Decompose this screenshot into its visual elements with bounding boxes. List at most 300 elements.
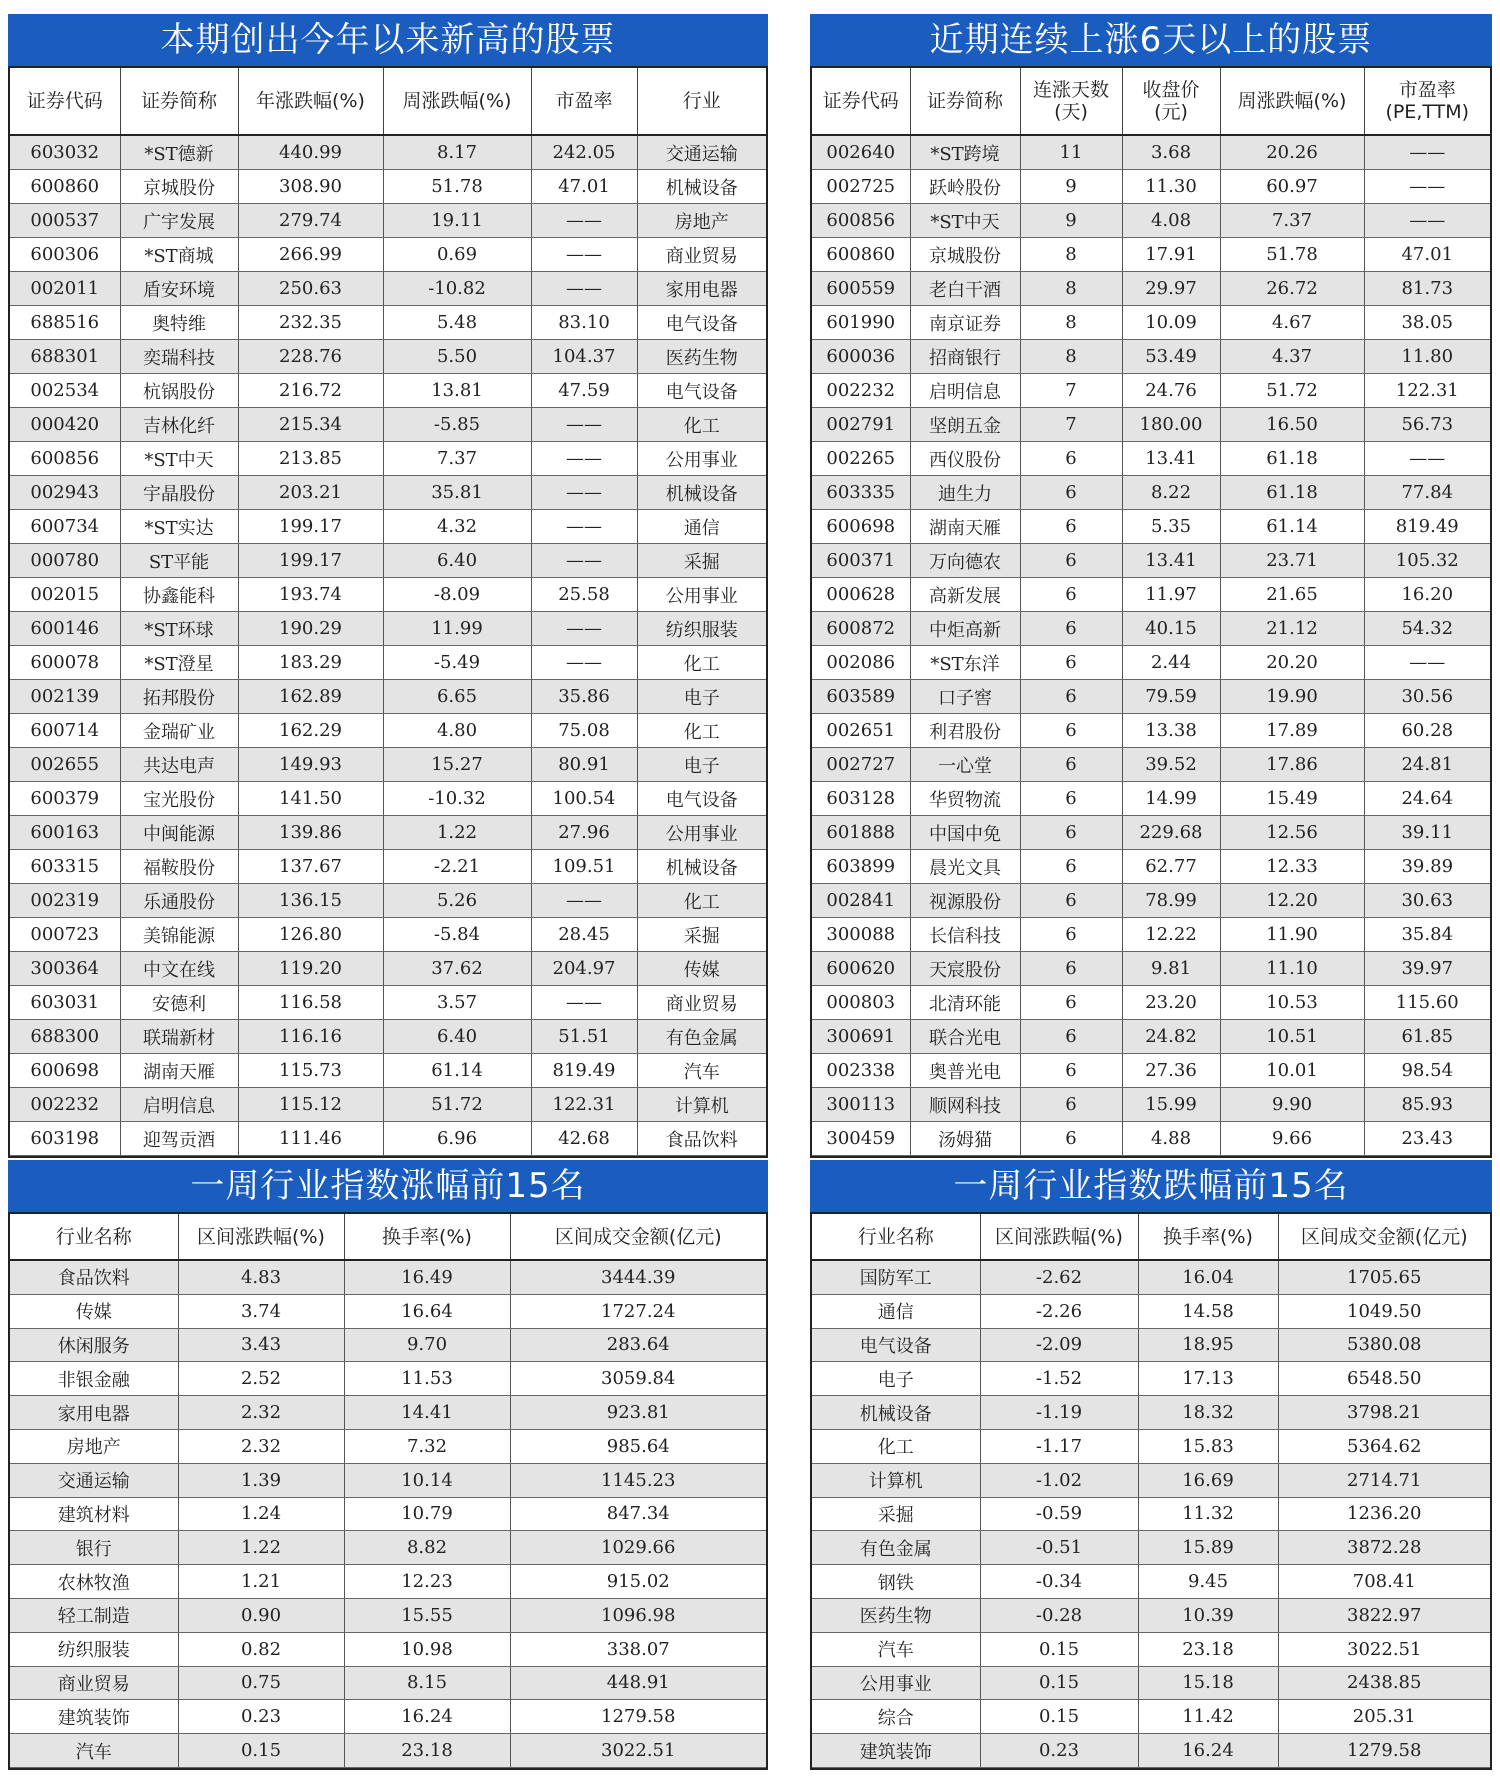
table-cell: 603198 [10,1122,120,1156]
table-cell: 电气设备 [637,782,766,816]
table-cell: —— [531,238,637,272]
table-cell: 8 [1020,306,1122,340]
table-row [812,1598,1490,1632]
table-cell: 20.20 [1220,646,1364,680]
sector-loss-table [812,1212,1490,1768]
table-cell: 149.93 [238,748,383,782]
table-cell: 19.11 [383,204,531,238]
table-cell: 通信 [812,1294,980,1328]
table-cell: —— [531,884,637,918]
table-cell: 122.31 [1364,374,1490,408]
table-cell: 600379 [10,782,120,816]
table-cell: 600734 [10,510,120,544]
table-row [10,1362,766,1396]
table-row [812,1088,1490,1122]
table-cell: 1279.58 [1278,1734,1490,1768]
table-cell: 47.01 [1364,238,1490,272]
table-cell: 002232 [10,1088,120,1122]
table-cell: 600872 [812,612,910,646]
table-cell: 16.50 [1220,408,1364,442]
sector-gain-body [10,1260,766,1767]
table-cell: 医药生物 [637,340,766,374]
table-cell: 30.56 [1364,680,1490,714]
table-cell: 农林牧渔 [10,1565,178,1599]
table-cell: -5.85 [383,408,531,442]
table-cell: 21.65 [1220,578,1364,612]
table-cell: *ST环球 [120,612,238,646]
table-cell: 2.32 [178,1396,344,1430]
table-row [10,1294,766,1328]
table-cell: 60.97 [1220,170,1364,204]
table-cell: 109.51 [531,850,637,884]
table-cell: 199.17 [238,544,383,578]
table-cell: 27.96 [531,816,637,850]
table-cell: -2.26 [980,1294,1138,1328]
table-cell: 17.89 [1220,714,1364,748]
table-cell: 14.99 [1122,782,1220,816]
table-cell: 8 [1020,238,1122,272]
table-cell: 6 [1020,1122,1122,1156]
table-cell: 吉林化纤 [120,408,238,442]
table-cell: 39.89 [1364,850,1490,884]
table-cell: 8.82 [344,1531,510,1565]
table-cell: 26.72 [1220,272,1364,306]
table-row [10,1598,766,1632]
table-cell: 16.24 [344,1700,510,1734]
table-cell: 利君股份 [910,714,1020,748]
table-row [812,850,1490,884]
table-cell: 机械设备 [637,850,766,884]
table-cell: 242.05 [531,135,637,170]
table-cell: 915.02 [510,1565,766,1599]
table-cell: 采掘 [637,544,766,578]
table-cell: 42.68 [531,1122,637,1156]
table-cell: 39.11 [1364,816,1490,850]
table-cell: 39.52 [1122,748,1220,782]
table-cell: 600860 [812,238,910,272]
table-cell: 6 [1020,578,1122,612]
table-cell: 115.12 [238,1088,383,1122]
table-cell: 6 [1020,782,1122,816]
table-cell: 15.99 [1122,1088,1220,1122]
table-cell: 化工 [637,408,766,442]
table-cell: 229.68 [1122,816,1220,850]
table-cell: 37.62 [383,952,531,986]
table-cell: 4.67 [1220,306,1364,340]
table-cell: 47.01 [531,170,637,204]
table-cell: 3798.21 [1278,1396,1490,1430]
table-row [10,646,766,680]
table-cell: 非银金融 [10,1362,178,1396]
table-cell: 跃岭股份 [910,170,1020,204]
table-cell: 300088 [812,918,910,952]
table-cell: 16.20 [1364,578,1490,612]
table-cell: 11.99 [383,612,531,646]
table-row [10,306,766,340]
table-cell: —— [531,986,637,1020]
table-row [812,1054,1490,1088]
table-cell: 建筑材料 [10,1497,178,1531]
table-cell: 77.84 [1364,476,1490,510]
table-cell: 24.64 [1364,782,1490,816]
table-cell: 6 [1020,1088,1122,1122]
table-cell: 35.81 [383,476,531,510]
table-cell: 14.41 [344,1396,510,1430]
table-row [812,238,1490,272]
table-cell: 688301 [10,340,120,374]
table-row [812,1632,1490,1666]
table-cell: 4.37 [1220,340,1364,374]
table-header-row [10,1213,766,1260]
table-cell: 300364 [10,952,120,986]
table-cell: 56.73 [1364,408,1490,442]
table-cell: 公用事业 [637,442,766,476]
table-cell: 电子 [637,680,766,714]
table-cell: 002727 [812,748,910,782]
table-cell: 西仪股份 [910,442,1020,476]
table-row [812,1396,1490,1430]
table-cell: -0.28 [980,1598,1138,1632]
table-row [10,442,766,476]
table-row [10,1463,766,1497]
table-cell: 机械设备 [637,170,766,204]
table-cell: -10.32 [383,782,531,816]
table-row [10,1497,766,1531]
table-cell: 216.72 [238,374,383,408]
table-cell: -2.21 [383,850,531,884]
table-row [812,340,1490,374]
table-cell: 6.65 [383,680,531,714]
table-cell: 汤姆猫 [910,1122,1020,1156]
table-cell: 180.00 [1122,408,1220,442]
table-cell: 15.18 [1138,1666,1278,1700]
table-cell: 603335 [812,476,910,510]
table-cell: 14.58 [1138,1294,1278,1328]
table-cell: -2.62 [980,1260,1138,1294]
table-cell: 中国中免 [910,816,1020,850]
table-cell: 0.69 [383,238,531,272]
table-cell: 002011 [10,272,120,306]
table-cell: 京城股份 [120,170,238,204]
table-cell: 12.56 [1220,816,1364,850]
table-cell: 6 [1020,544,1122,578]
table-cell: 10.14 [344,1463,510,1497]
table-cell: 6 [1020,1020,1122,1054]
table-cell: 2.52 [178,1362,344,1396]
table-cell: 迎驾贡酒 [120,1122,238,1156]
new-high-body [10,135,766,1156]
consecutive-rise-panel [810,14,1492,1158]
table-cell: 183.29 [238,646,383,680]
table-cell: 60.28 [1364,714,1490,748]
table-cell: 乐通股份 [120,884,238,918]
table-row [812,272,1490,306]
table-cell: 老白干酒 [910,272,1020,306]
table-cell: 122.31 [531,1088,637,1122]
table-cell: 126.80 [238,918,383,952]
table-cell: 51.51 [531,1020,637,1054]
table-cell: 600856 [812,204,910,238]
table-cell: 61.18 [1220,442,1364,476]
table-cell: 宝光股份 [120,782,238,816]
table-row [812,1122,1490,1156]
table-cell: 13.38 [1122,714,1220,748]
table-cell: 南京证券 [910,306,1020,340]
table-cell: 300113 [812,1088,910,1122]
table-row [812,1666,1490,1700]
table-cell: 85.93 [1364,1088,1490,1122]
table-cell: 10.79 [344,1497,510,1531]
sector-loss-panel [810,1160,1492,1770]
table-cell: 1.22 [383,816,531,850]
table-cell: 公用事业 [812,1666,980,1700]
table-cell: 1705.65 [1278,1260,1490,1294]
table-cell: —— [531,408,637,442]
table-row [812,952,1490,986]
table-cell: 002640 [812,135,910,170]
table-cell: 拓邦股份 [120,680,238,714]
table-cell: 0.82 [178,1632,344,1666]
table-cell: 002651 [812,714,910,748]
table-cell: 7.32 [344,1429,510,1463]
table-cell: 6 [1020,612,1122,646]
table-cell: 电气设备 [812,1328,980,1362]
table-cell: 1.39 [178,1463,344,1497]
table-cell: 2438.85 [1278,1666,1490,1700]
table-cell: 002319 [10,884,120,918]
table-row [10,782,766,816]
table-cell: *ST中天 [910,204,1020,238]
table-cell: 601888 [812,816,910,850]
table-cell: 口子窖 [910,680,1020,714]
table-cell: 5.26 [383,884,531,918]
table-cell: 47.59 [531,374,637,408]
column-header: 证券代码 [10,67,120,135]
table-cell: 华贸物流 [910,782,1020,816]
table-cell: 232.35 [238,306,383,340]
table-cell: 化工 [637,646,766,680]
table-row [812,680,1490,714]
table-row [10,135,766,170]
table-cell: 10.09 [1122,306,1220,340]
table-cell: 4.88 [1122,1122,1220,1156]
table-cell: 11.90 [1220,918,1364,952]
table-cell: 0.23 [980,1734,1138,1768]
table-row [812,510,1490,544]
table-cell: 116.16 [238,1020,383,1054]
table-cell: 228.76 [238,340,383,374]
table-cell: 高新发展 [910,578,1020,612]
table-cell: 中炬高新 [910,612,1020,646]
table-cell: 采掘 [812,1497,980,1531]
table-row [10,1565,766,1599]
table-cell: —— [531,476,637,510]
table-cell: 一心堂 [910,748,1020,782]
table-cell: 5.50 [383,340,531,374]
table-row [812,135,1490,170]
table-row [10,204,766,238]
table-cell: 119.20 [238,952,383,986]
table-cell: 万向德农 [910,544,1020,578]
table-cell: 9.70 [344,1328,510,1362]
table-row [10,884,766,918]
table-cell: 16.04 [1138,1260,1278,1294]
table-cell: 51.72 [1220,374,1364,408]
table-cell: -1.19 [980,1396,1138,1430]
table-row [812,1328,1490,1362]
table-cell: 35.86 [531,680,637,714]
table-row [10,1260,766,1294]
table-cell: 0.90 [178,1598,344,1632]
table-cell: 6548.50 [1278,1362,1490,1396]
table-row [10,374,766,408]
table-cell: 奕瑞科技 [120,340,238,374]
table-cell: 002655 [10,748,120,782]
table-cell: 钢铁 [812,1565,980,1599]
table-cell: 603315 [10,850,120,884]
table-cell: 化工 [812,1429,980,1463]
table-row [10,680,766,714]
table-row [812,1734,1490,1768]
table-cell: 顺网科技 [910,1088,1020,1122]
table-cell: 6.96 [383,1122,531,1156]
table-row [812,1463,1490,1497]
table-cell: 联瑞新材 [120,1020,238,1054]
table-cell: 16.69 [1138,1463,1278,1497]
table-cell: 300691 [812,1020,910,1054]
table-row [10,476,766,510]
table-cell: 62.77 [1122,850,1220,884]
column-header: 连涨天数(天) [1020,67,1122,135]
table-cell: 002943 [10,476,120,510]
table-cell: 0.15 [980,1666,1138,1700]
table-cell: 10.51 [1220,1020,1364,1054]
table-cell: 28.45 [531,918,637,952]
table-cell: 安德利 [120,986,238,1020]
table-cell: 24.82 [1122,1020,1220,1054]
table-row [812,986,1490,1020]
table-cell: 15.49 [1220,782,1364,816]
table-row [10,1328,766,1362]
table-cell: 有色金属 [637,1020,766,1054]
table-cell: 61.14 [1220,510,1364,544]
table-cell: —— [1364,135,1490,170]
table-cell: 204.97 [531,952,637,986]
table-cell: 6 [1020,748,1122,782]
table-cell: 房地产 [10,1429,178,1463]
table-cell: 61.14 [383,1054,531,1088]
table-cell: 休闲服务 [10,1328,178,1362]
table-cell: 1236.20 [1278,1497,1490,1531]
table-cell: 4.08 [1122,204,1220,238]
table-cell: 采掘 [637,918,766,952]
table-cell: 金瑞矿业 [120,714,238,748]
table-cell: 6 [1020,646,1122,680]
table-cell: 600078 [10,646,120,680]
table-cell: 708.41 [1278,1565,1490,1599]
table-cell: —— [531,510,637,544]
table-cell: 283.64 [510,1328,766,1362]
table-cell: 002139 [10,680,120,714]
table-cell: 6 [1020,510,1122,544]
table-row [10,1700,766,1734]
table-cell: 203.21 [238,476,383,510]
table-row [812,170,1490,204]
table-cell: 3872.28 [1278,1531,1490,1565]
table-cell: 0.15 [980,1632,1138,1666]
table-cell: 1279.58 [510,1700,766,1734]
table-cell: 食品饮料 [10,1260,178,1294]
table-cell: 8.15 [344,1666,510,1700]
table-cell: 奥特维 [120,306,238,340]
table-cell: 139.86 [238,816,383,850]
table-cell: 600306 [10,238,120,272]
table-cell: 公用事业 [637,578,766,612]
table-cell: 8 [1020,272,1122,306]
table-cell: 61.85 [1364,1020,1490,1054]
table-row [812,408,1490,442]
column-header: 行业名称 [10,1213,178,1260]
table-row [10,1632,766,1666]
table-cell: 招商银行 [910,340,1020,374]
table-cell: 0.15 [178,1734,344,1768]
table-row [812,306,1490,340]
table-cell: 5.35 [1122,510,1220,544]
table-cell: 51.72 [383,1088,531,1122]
table-cell: 6 [1020,918,1122,952]
column-header: 区间涨跌幅(%) [980,1213,1138,1260]
table-cell: 002265 [812,442,910,476]
table-cell: *ST商城 [120,238,238,272]
table-row [10,748,766,782]
table-row [10,986,766,1020]
table-cell: 1727.24 [510,1294,766,1328]
table-cell: 8 [1020,340,1122,374]
table-cell: 3822.97 [1278,1598,1490,1632]
table-cell: 30.63 [1364,884,1490,918]
table-row [10,1054,766,1088]
table-cell: 923.81 [510,1396,766,1430]
table-cell: -5.49 [383,646,531,680]
table-cell: 5364.62 [1278,1429,1490,1463]
table-cell: 16.24 [1138,1734,1278,1768]
table-cell: 传媒 [10,1294,178,1328]
table-cell: 迪生力 [910,476,1020,510]
table-row [812,816,1490,850]
table-cell: 27.36 [1122,1054,1220,1088]
table-cell: 建筑装饰 [812,1734,980,1768]
table-cell: 308.90 [238,170,383,204]
table-row [812,714,1490,748]
table-cell: 600620 [812,952,910,986]
table-cell: *ST实达 [120,510,238,544]
table-row [10,272,766,306]
table-cell: 电气设备 [637,374,766,408]
table-row [10,714,766,748]
table-row [10,1020,766,1054]
table-row [10,408,766,442]
table-cell: 奥普光电 [910,1054,1020,1088]
table-cell: 81.73 [1364,272,1490,306]
table-cell: 盾安环境 [120,272,238,306]
table-cell: 819.49 [1364,510,1490,544]
table-cell: 3.74 [178,1294,344,1328]
table-row [812,612,1490,646]
sector-loss-title: 一周行业指数跌幅前15名 [810,1160,1492,1212]
new-high-table [10,66,766,1156]
table-cell: 111.46 [238,1122,383,1156]
table-cell: 16.49 [344,1260,510,1294]
